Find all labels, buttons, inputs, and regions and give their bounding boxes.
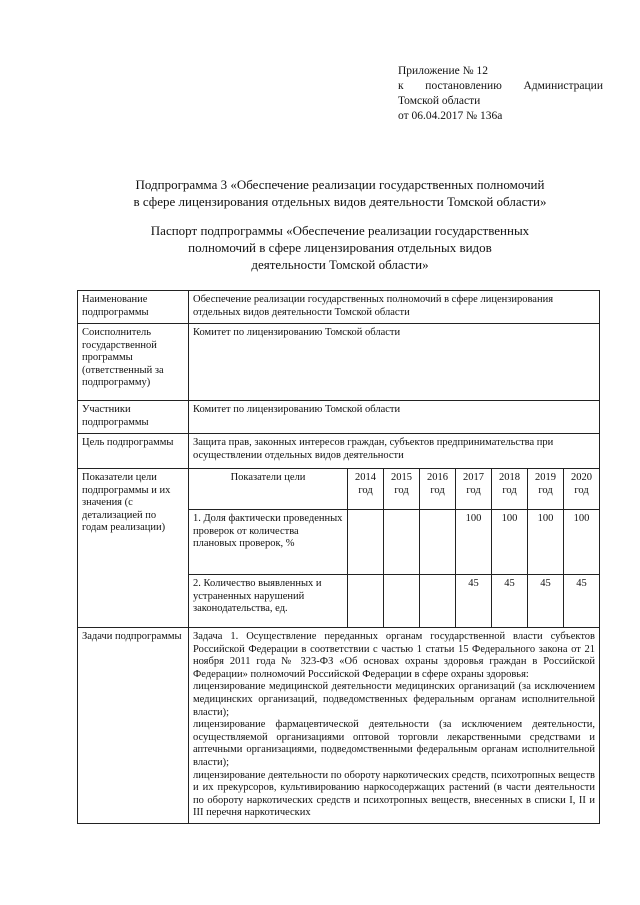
row-name-value: Обеспечение реализации государственных полномочий в сфере лицензирования отдельных видов деятельности Томской области [189,291,600,324]
row-participants-label: Участники подпрограммы [78,401,189,434]
indicator-value [384,510,420,575]
indicator-value [348,510,384,575]
indicator-value [348,575,384,628]
indicator-name: 1. Доля фактически проведенных проверок от количества плановых проверок, % [189,510,348,575]
row-coexecutor [78,324,600,401]
year-header: 2015 год [384,469,420,510]
appendix-line-4: от 06.04.2017 № 136а [398,110,503,122]
appendix-line-3: Томской области [398,95,481,107]
row-name-label: Наименование подпрограммы [78,291,189,324]
indicator-value [384,575,420,628]
indicator-value: 100 [528,510,564,575]
appendix-line-2-right: Администрации [523,80,603,92]
indicator-name: 2. Количество выявленных и устраненных нарушений законодательства, ед. [189,575,348,628]
year-header: 2020 год [564,469,600,510]
task-paragraph: лицензирование медицинской деятельности медицинских организаций (за исключением медицинских организаций, подведомственных федеральным органам исполнительной власти); [193,681,595,718]
task-paragraph: лицензирование фармацевтической деятельности (за исключением деятельности, осуществляемой организациями оптовой торговли лекарственными средствами и аптечными организациями, подведомственными федеральным органам исполнительной власти); [193,719,595,768]
row-coexecutor-label: Соисполнитель государственной программы (ответственный за подпрограмму) [78,324,189,401]
indicators-table [189,469,599,627]
appendix-line-2 [398,79,603,94]
row-participants-value: Комитет по лицензированию Томской области [189,401,600,434]
indicator-row [189,510,599,575]
indicators-header-row [189,469,599,510]
indicator-row [189,575,599,628]
indicator-value: 100 [492,510,528,575]
row-tasks-label: Задачи подпрограммы [78,628,189,824]
subprogram-title-line-2: в сфере лицензирования отдельных видов деятельности Томской области» [133,194,547,209]
row-goal-label: Цель подпрограммы [78,434,189,469]
indicator-value: 45 [492,575,528,628]
row-participants [78,401,600,434]
indicator-value [420,510,456,575]
appendix-line-2-left: к [398,80,404,92]
passport-title [60,222,620,273]
appendix-line-2-mid: постановлению [425,80,502,92]
year-header: 2016 год [420,469,456,510]
year-header: 2014 год [348,469,384,510]
year-header: 2018 год [492,469,528,510]
indicators-header: Показатели цели [189,469,348,510]
task-paragraph: Задача 1. Осуществление переданных органам государственной власти субъектов Российской Федерации в соответствии с частью 1 статьи 15 Федерального закона от 21 ноября 2011 года № 323-ФЗ «Об основах охраны здоровья граждан в Российской Федерации» полномочий Российской Федерации в сфере охраны здоровья: [193,631,595,680]
subprogram-title-line-1: Подпрограмма 3 «Обеспечение реализации государственных полномочий [135,177,545,192]
passport-table [77,290,600,824]
row-name [78,291,600,324]
row-indicators-value [189,469,600,628]
task-paragraph: лицензирование деятельности по обороту наркотических средств, психотропных веществ и их прекурсоров, культивированию наркосодержащих растений (в части деятельности по обороту наркотических средств и психотропных веществ, внесенных в списки I, II и III перечня наркотических [193,769,595,819]
indicator-value: 45 [528,575,564,628]
appendix-line-1: Приложение № 12 [398,65,488,77]
row-tasks-value [189,628,600,824]
indicator-value [420,575,456,628]
indicator-value: 45 [564,575,600,628]
passport-title-line-3: деятельности Томской области» [251,257,429,272]
year-header: 2019 год [528,469,564,510]
indicator-value: 45 [456,575,492,628]
appendix-block [398,64,603,124]
row-indicators [78,469,600,628]
passport-title-line-2: полномочий в сфере лицензирования отдельных видов [188,240,492,255]
subprogram-title [60,176,620,210]
row-indicators-label: Показатели цели подпрограммы и их значения (с детализацией по годам реализации) [78,469,189,628]
indicator-value: 100 [564,510,600,575]
year-header: 2017 год [456,469,492,510]
row-goal-value: Защита прав, законных интересов граждан, субъектов предпринимательства при осуществлении отдельных видов деятельности [189,434,600,469]
row-goal [78,434,600,469]
row-coexecutor-value: Комитет по лицензированию Томской области [189,324,600,401]
indicator-value: 100 [456,510,492,575]
row-tasks [78,628,600,824]
passport-title-line-1: Паспорт подпрограммы «Обеспечение реализации государственных [150,223,530,238]
